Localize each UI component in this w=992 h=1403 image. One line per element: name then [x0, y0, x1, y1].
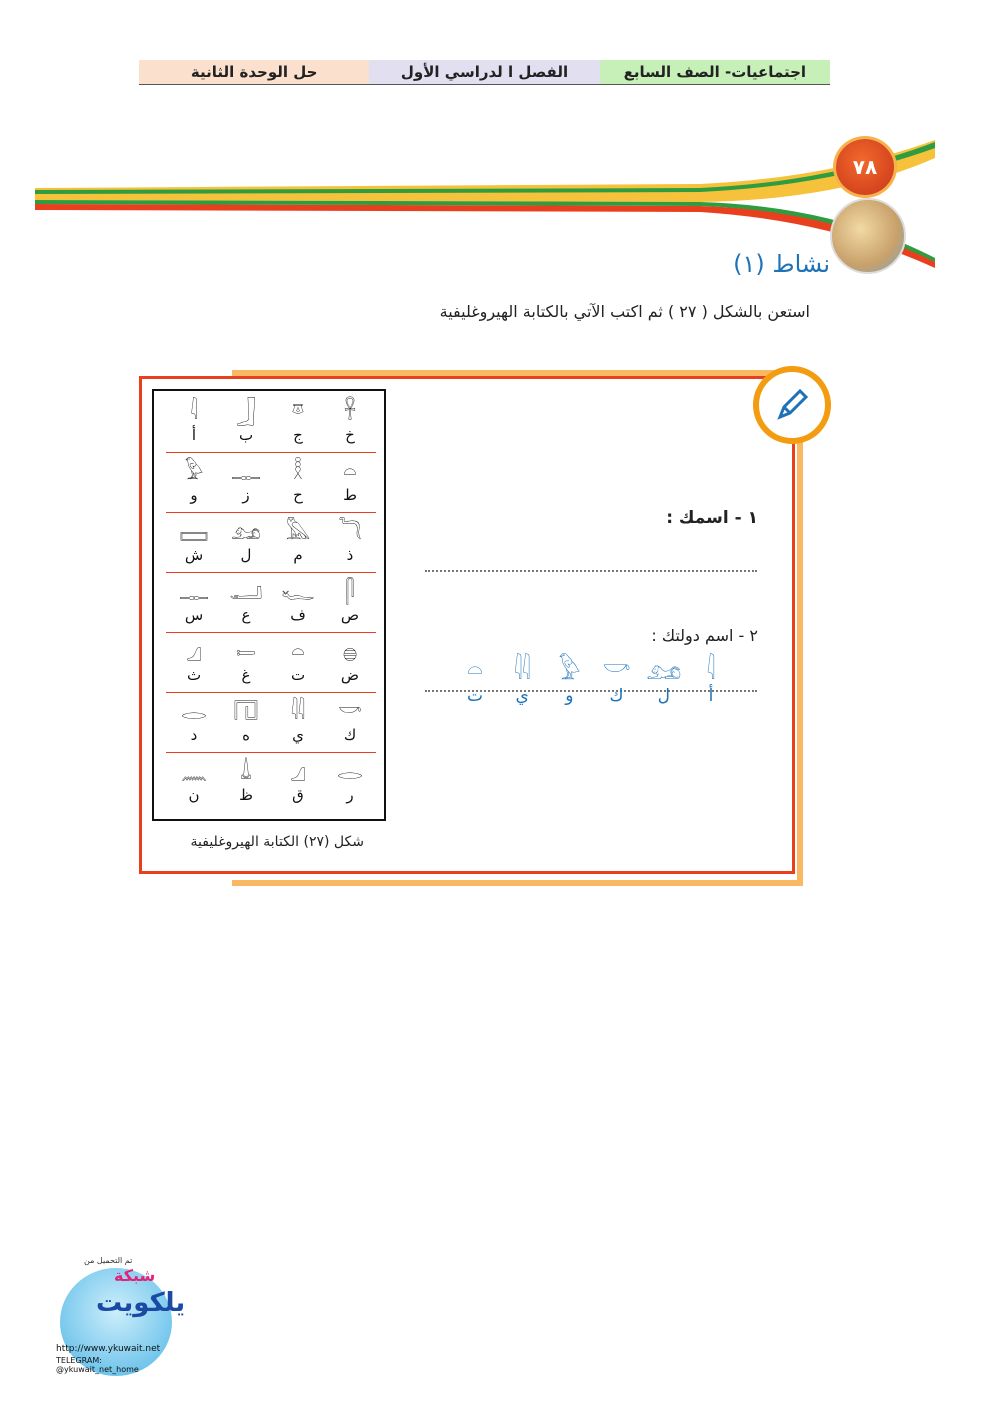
table-cell — [220, 693, 272, 751]
glyph: 𓃀 — [236, 400, 256, 425]
table-cell — [272, 693, 324, 751]
logo-name2: يلكويت — [96, 1288, 186, 1318]
table-cell — [220, 573, 272, 631]
hieroglyph-table — [152, 389, 386, 821]
glyph: 𓍿 — [235, 640, 257, 665]
glyph: 𓆑 — [281, 580, 315, 605]
glyph: 𓂋 — [337, 760, 363, 785]
glyph-letter: ب — [238, 426, 254, 444]
activity-title: نشاط (١) — [733, 250, 830, 278]
glyph: 𓍑 — [240, 760, 252, 785]
glyph: 𓇋 — [706, 656, 716, 686]
table-cell — [324, 393, 376, 451]
answer-glyph — [641, 656, 687, 716]
glyph-letter: ف — [290, 606, 306, 624]
glyph-letter: ك — [343, 726, 357, 744]
page-number: ٧٨ — [836, 139, 894, 195]
glyph-letter: ي — [292, 726, 304, 744]
glyph-letter: د — [190, 726, 198, 744]
glyph-letter: ح — [293, 486, 303, 504]
table-cell — [272, 513, 324, 571]
glyph-letter: ي — [515, 686, 529, 706]
table-cell — [168, 753, 220, 811]
question-country: ٢ - اسم دولتك : — [651, 626, 758, 645]
logo-top-text: تم التحميل من — [84, 1256, 133, 1265]
table-cell — [168, 453, 220, 511]
glyph: 𓋴 — [345, 580, 355, 605]
glyph: 𓂋 — [181, 700, 207, 725]
table-cell — [220, 393, 272, 451]
answer-glyph — [594, 656, 640, 716]
answer-glyph — [499, 656, 545, 716]
glyph-letter: ه — [242, 726, 250, 744]
table-cell — [272, 633, 324, 691]
table-cell — [168, 573, 220, 631]
table-cell — [324, 633, 376, 691]
table-cell — [168, 513, 220, 571]
glyph-letter: أ — [191, 426, 197, 444]
table-cell — [220, 753, 272, 811]
glyph-letter: و — [565, 686, 574, 706]
header-unit: حل الوحدة الثانية — [139, 60, 369, 84]
glyph-letter: ظ — [239, 786, 253, 804]
table-cell — [220, 453, 272, 511]
glyph: 𓈙 — [179, 520, 209, 545]
table-cell — [168, 693, 220, 751]
table-cell — [272, 573, 324, 631]
glyph-letter: خ — [345, 426, 355, 444]
glyph: 𓈎 — [290, 760, 306, 785]
site-logo — [54, 1256, 186, 1376]
glyph-letter: ت — [290, 666, 306, 684]
glyph: 𓎡 — [602, 656, 631, 686]
map-thumbnail — [830, 198, 906, 274]
page-header — [139, 60, 830, 85]
answer-glyph — [452, 656, 498, 716]
glyph: 𓐍 — [342, 640, 358, 665]
country-answer — [452, 656, 734, 716]
table-row — [166, 693, 376, 751]
table-row — [166, 513, 376, 571]
glyph: 𓇌 — [513, 656, 531, 686]
glyph-letter: غ — [241, 666, 251, 684]
glyph: 𓅱 — [558, 656, 581, 686]
glyph: 𓈖 — [180, 760, 208, 785]
glyph-letter: ل — [240, 546, 252, 564]
glyph-letter: م — [293, 546, 303, 564]
glyph-letter: ع — [241, 606, 251, 624]
logo-url: http://www.ykuwait.net — [56, 1344, 161, 1354]
glyph-letter: ت — [466, 686, 483, 706]
table-cell — [272, 393, 324, 451]
logo-name1: شبكة — [114, 1266, 156, 1285]
table-cell — [324, 753, 376, 811]
glyph-letter: ض — [340, 666, 360, 684]
glyph-letter: ق — [292, 786, 304, 804]
table-cell — [272, 753, 324, 811]
table-cell — [168, 393, 220, 451]
glyph: 𓎡 — [338, 700, 362, 725]
glyph: 𓉔 — [233, 700, 259, 725]
glyph-letter: ك — [609, 686, 624, 706]
table-row — [166, 753, 376, 811]
glyph-letter: ل — [657, 686, 670, 706]
glyph: 𓆓 — [338, 520, 362, 545]
glyph: 𓋹 — [343, 400, 357, 425]
table-cell — [324, 573, 376, 631]
question-name: ١ - اسمك : — [666, 508, 758, 528]
glyph: 𓏏 — [343, 460, 357, 485]
header-subject: اجتماعيات- الصف السابع — [600, 60, 830, 84]
glyph: 𓎼 — [291, 400, 305, 425]
table-row — [166, 453, 376, 511]
table-row — [166, 393, 376, 451]
pencil-icon — [753, 366, 831, 444]
glyph: 𓎛 — [293, 460, 303, 485]
glyph-letter: ش — [184, 546, 204, 564]
table-cell — [272, 453, 324, 511]
glyph: 𓈎 — [186, 640, 202, 665]
answer-glyph — [688, 656, 734, 716]
glyph-letter: ج — [293, 426, 303, 444]
answer-glyph — [546, 656, 592, 716]
glyph: 𓇋 — [190, 400, 198, 425]
glyph-letter: ط — [343, 486, 357, 504]
glyph-letter: أ — [708, 686, 714, 706]
table-cell — [220, 513, 272, 571]
table-cell — [168, 633, 220, 691]
glyph: 𓏏 — [466, 656, 484, 686]
header-term: الفصل ا لدراسي الأول — [369, 60, 599, 84]
table-cell — [324, 693, 376, 751]
glyph-letter: ز — [242, 486, 250, 504]
glyph: 𓂝 — [229, 580, 263, 605]
table-cell — [324, 453, 376, 511]
glyph-letter: ث — [186, 666, 202, 684]
figure-caption: شكل (٢٧) الكتابة الهيروغليفية — [190, 834, 364, 850]
table-row — [166, 633, 376, 691]
table-row — [166, 573, 376, 631]
glyph: 𓊃 — [231, 460, 261, 485]
glyph-letter: ن — [188, 786, 200, 804]
answer-line-name[interactable] — [425, 570, 757, 572]
glyph-letter: ر — [346, 786, 354, 804]
glyph: 𓊃 — [179, 580, 209, 605]
glyph-letter: ذ — [346, 546, 354, 564]
logo-telegram: TELEGRAM: @ykuwait_net_home — [56, 1356, 139, 1374]
table-cell — [220, 633, 272, 691]
instruction-text: استعن بالشكل ( ٢٧ ) ثم اكتب الآتي بالكتابة الهيروغليفية — [439, 302, 810, 321]
glyph-letter: و — [190, 486, 198, 504]
glyph-letter: ص — [340, 606, 360, 624]
glyph: 𓏏 — [291, 640, 305, 665]
glyph-letter: س — [184, 606, 204, 624]
glyph: 𓇌 — [290, 700, 306, 725]
table-cell — [324, 513, 376, 571]
glyph: 𓃭 — [231, 520, 261, 545]
glyph: 𓅓 — [285, 520, 311, 545]
glyph: 𓅱 — [184, 460, 204, 485]
glyph: 𓃭 — [646, 656, 682, 686]
